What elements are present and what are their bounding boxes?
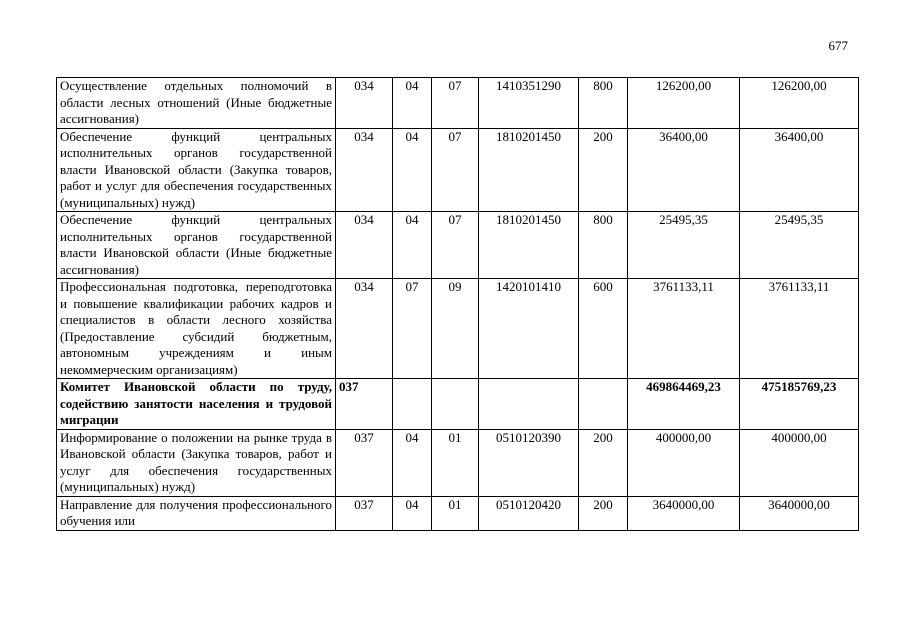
admin-code: 037 [336, 379, 393, 430]
target-code: 1810201450 [479, 212, 579, 279]
expense-kind-code: 200 [579, 429, 628, 496]
row-name: Направление для получения профессионального обучения или [57, 496, 336, 530]
amount-year-1: 3640000,00 [628, 496, 740, 530]
table-row [57, 212, 859, 279]
section-code: 04 [393, 128, 432, 212]
amount-year-2: 126200,00 [740, 78, 859, 129]
table-row [57, 496, 859, 530]
row-name: Комитет Ивановской области по труду, содействию занятости населения и трудовой миграции [57, 379, 336, 430]
admin-code: 034 [336, 279, 393, 379]
admin-code: 037 [336, 496, 393, 530]
subsection-code: 01 [432, 496, 479, 530]
target-code: 1420101410 [479, 279, 579, 379]
section-code [393, 379, 432, 430]
subsection-code: 01 [432, 429, 479, 496]
amount-year-2: 400000,00 [740, 429, 859, 496]
amount-year-2: 475185769,23 [740, 379, 859, 430]
row-name: Осуществление отдельных полномочий в области лесных отношений (Иные бюджетные ассигнования) [57, 78, 336, 129]
amount-year-1: 400000,00 [628, 429, 740, 496]
admin-code: 034 [336, 78, 393, 129]
row-name: Обеспечение функций центральных исполнительных органов государственной власти Ивановской области (Иные бюджетные ассигнования) [57, 212, 336, 279]
row-name: Обеспечение функций центральных исполнительных органов государственной власти Ивановской области (Закупка товаров, работ и услуг для обеспечения государственных (муниципальных) нужд) [57, 128, 336, 212]
amount-year-2: 25495,35 [740, 212, 859, 279]
amount-year-2: 3761133,11 [740, 279, 859, 379]
row-name: Профессиональная подготовка, переподготовка и повышение квалификации рабочих кадров и специалистов в области лесного хозяйства (Предоставление субсидий бюджетным, автономным учреждениям и иным некоммерческим организациям) [57, 279, 336, 379]
admin-code: 034 [336, 128, 393, 212]
amount-year-1: 126200,00 [628, 78, 740, 129]
amount-year-1: 3761133,11 [628, 279, 740, 379]
expense-kind-code: 200 [579, 496, 628, 530]
table-row [57, 279, 859, 379]
amount-year-1: 36400,00 [628, 128, 740, 212]
target-code: 0510120390 [479, 429, 579, 496]
amount-year-1: 469864469,23 [628, 379, 740, 430]
amount-year-2: 36400,00 [740, 128, 859, 212]
section-code: 07 [393, 279, 432, 379]
budget-table-body [57, 78, 859, 531]
subsection-code: 07 [432, 212, 479, 279]
expense-kind-code: 200 [579, 128, 628, 212]
expense-kind-code [579, 379, 628, 430]
table-row [57, 78, 859, 129]
expense-kind-code: 800 [579, 78, 628, 129]
amount-year-2: 3640000,00 [740, 496, 859, 530]
section-code: 04 [393, 496, 432, 530]
target-code [479, 379, 579, 430]
subsection-code: 07 [432, 128, 479, 212]
subsection-code [432, 379, 479, 430]
row-name: Информирование о положении на рынке труда в Ивановской области (Закупка товаров, работ и услуг для обеспечения государственных (муниципальных) нужд) [57, 429, 336, 496]
subsection-code: 07 [432, 78, 479, 129]
expense-kind-code: 600 [579, 279, 628, 379]
page-number: 677 [828, 38, 848, 53]
section-code: 04 [393, 429, 432, 496]
table-row [57, 128, 859, 212]
subsection-code: 09 [432, 279, 479, 379]
admin-code: 034 [336, 212, 393, 279]
table-row [57, 429, 859, 496]
target-code: 1410351290 [479, 78, 579, 129]
target-code: 1810201450 [479, 128, 579, 212]
target-code: 0510120420 [479, 496, 579, 530]
budget-table [56, 77, 859, 531]
section-code: 04 [393, 212, 432, 279]
section-code: 04 [393, 78, 432, 129]
table-row-department [57, 379, 859, 430]
amount-year-1: 25495,35 [628, 212, 740, 279]
expense-kind-code: 800 [579, 212, 628, 279]
admin-code: 037 [336, 429, 393, 496]
